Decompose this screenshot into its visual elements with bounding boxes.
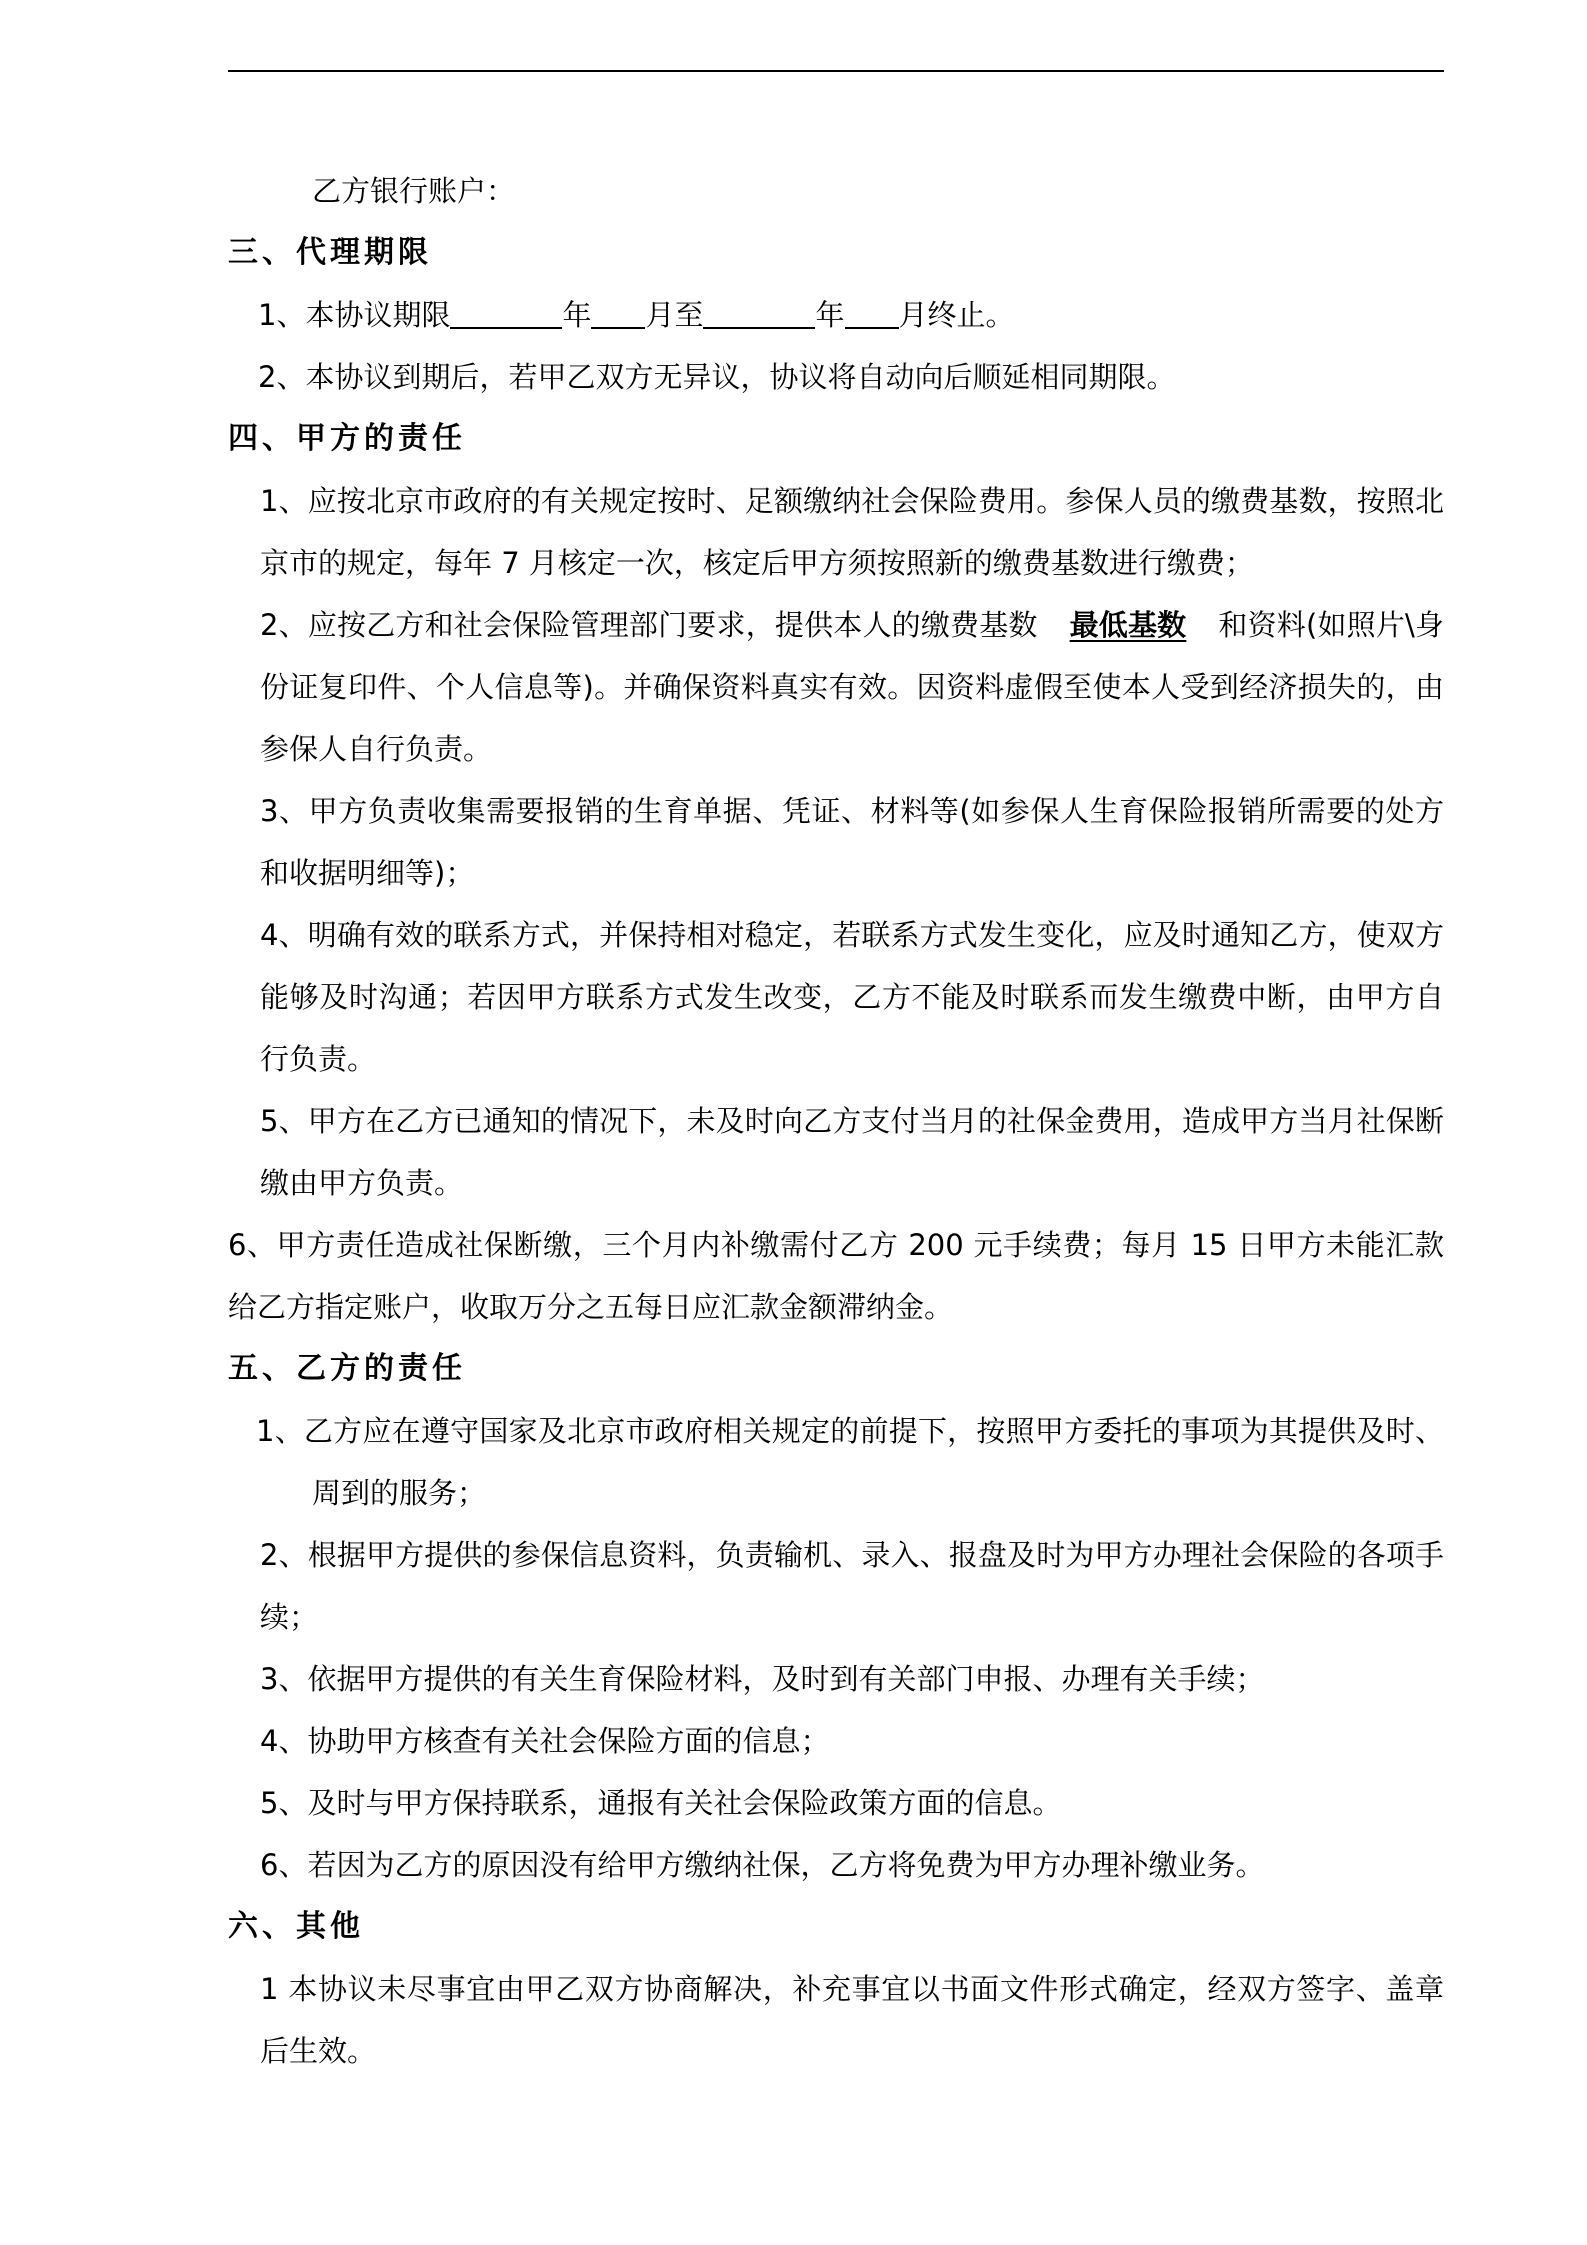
term-period-prefix: 1、本协议期限	[258, 298, 451, 332]
party-b-clause-1: 1、乙方应在遵守国家及北京市政府相关规定的前提下，按照甲方委托的事项为其提供及时、周到的服务；	[256, 1414, 1444, 1510]
party-b-clause-2: 2、根据甲方提供的参保信息资料，负责输机、录入、报盘及时为甲方办理社会保险的各项手续；	[260, 1538, 1444, 1634]
document-body	[228, 160, 1444, 2082]
end-year-blank	[703, 297, 815, 329]
term-period-line	[228, 284, 1444, 346]
section-heading-party-b: 五、乙方的责任	[228, 1351, 466, 1386]
clause-2-text: 2、应按乙方和社会保险管理部门要求，提供本人的缴费基数	[260, 608, 1038, 642]
contribution-base-fill: 最低基数	[1069, 608, 1187, 642]
section-heading-party-a: 四、甲方的责任	[228, 421, 466, 456]
party-a-clause-5: 5、甲方在乙方已通知的情况下，未及时向乙方支付当月的社保金费用，造成甲方当月社保断缴由甲方负责。	[260, 1104, 1444, 1200]
section-heading-term: 三、代理期限	[228, 235, 432, 270]
party-b-clause-3: 3、依据甲方提供的有关生育保险材料，及时到有关部门申报、办理有关手续；	[260, 1662, 1265, 1696]
party-a-clause-4: 4、明确有效的联系方式，并保持相对稳定，若联系方式发生变化，应及时通知乙方，使双方能够及时沟通；若因甲方联系方式发生改变，乙方不能及时联系而发生缴费中断，由甲方自行负责。	[260, 918, 1444, 1076]
start-month-blank	[591, 297, 645, 329]
month-end-label: 月终止。	[898, 298, 1015, 332]
party-a-clause-3: 3、甲方负责收集需要报销的生育单据、凭证、材料等(如参保人生育保险报销所需要的处方和收据明细等)；	[260, 794, 1444, 890]
start-year-blank	[450, 297, 562, 329]
other-clause-1: 1 本协议未尽事宜由甲乙双方协商解决，补充事宜以书面文件形式确定，经双方签字、盖章后生效。	[260, 1972, 1444, 2068]
bank-account-line: 乙方银行账户：	[312, 174, 516, 208]
party-b-clause-4: 4、协助甲方核查有关社会保险方面的信息；	[260, 1724, 830, 1758]
party-b-clause-5: 5、及时与甲方保持联系，通报有关社会保险政策方面的信息。	[260, 1786, 1062, 1820]
year-label: 年	[815, 298, 845, 332]
end-month-blank	[845, 297, 899, 329]
year-label: 年	[562, 298, 592, 332]
party-a-clause-6: 6、甲方责任造成社保断缴，三个月内补缴需付乙方 200 元手续费；每月 15 日甲方未能汇款给乙方指定账户，收取万分之五每日应汇款金额滞纳金。	[228, 1228, 1444, 1324]
clause-2-text-cont: 和资料(如照片\身份证复印件、个人信息等)。并确保资料真实有效。因资料虚假至使本人受到经济损失的，由参保人自行负责。	[260, 608, 1444, 766]
party-a-clause-1: 1、应按北京市政府的有关规定按时、足额缴纳社会保险费用。参保人员的缴费基数，按照北京市的规定，每年 7 月核定一次，核定后甲方须按照新的缴费基数进行缴费；	[260, 484, 1444, 580]
party-a-clause-2	[228, 594, 1444, 780]
section-heading-other: 六、其他	[228, 1909, 364, 1944]
month-to-label: 月至	[645, 298, 704, 332]
header-rule	[228, 70, 1444, 72]
party-b-clause-6: 6、若因为乙方的原因没有给甲方缴纳社保，乙方将免费为甲方办理补缴业务。	[260, 1848, 1265, 1882]
term-renewal-line: 2、本协议到期后，若甲乙双方无异议，协议将自动向后顺延相同期限。	[258, 360, 1176, 394]
